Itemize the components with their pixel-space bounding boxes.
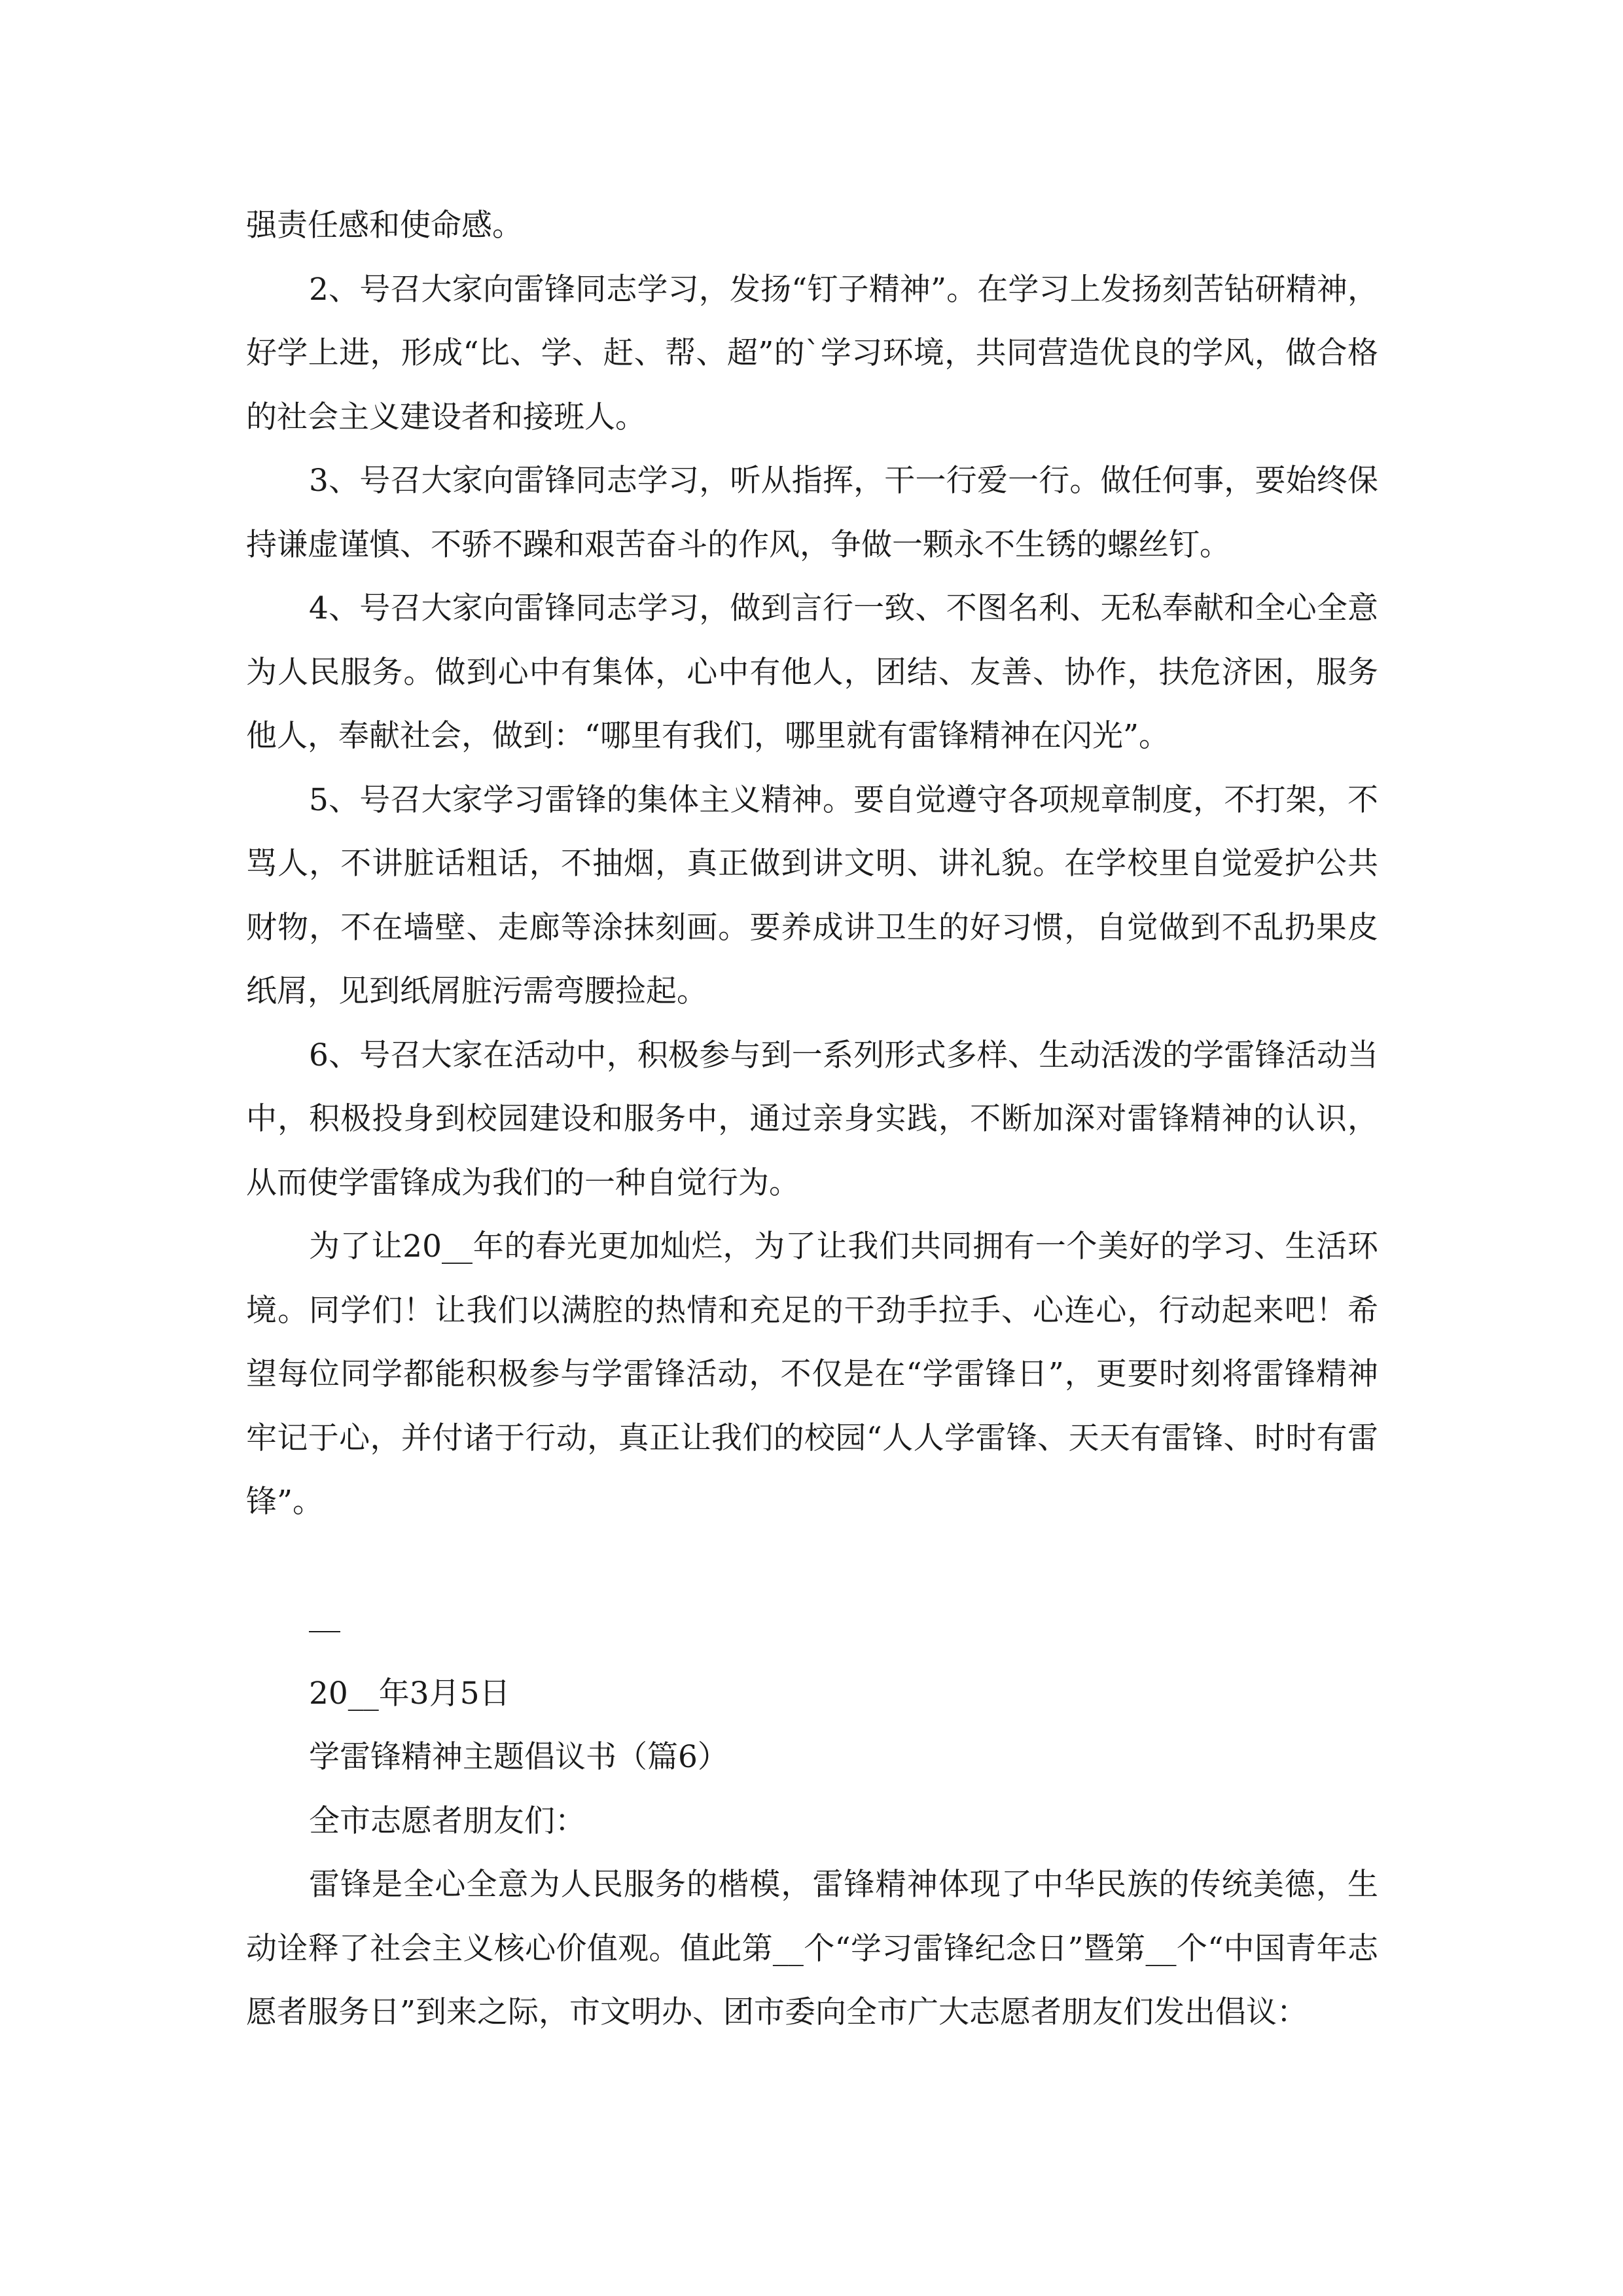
continuation-paragraph: 强责任感和使命感。: [246, 207, 523, 243]
item-paragraph-5: 5、号召大家学习雷锋的集体主义精神。要自觉遵守各项规章制度，不打架，不骂人，不讲脏话粗话，不抽烟，真正做到讲文明、讲礼貌。在学校里自觉爱护公共财物，不在墙壁、走廊等涂抹刻画。要养成讲卫生的好习惯，自觉做到不乱扔果皮纸屑，见到纸屑脏污需弯腰捡起。: [246, 781, 1378, 1009]
item-paragraph-3: 3、号召大家向雷锋同志学习，听从指挥，干一行爱一行。做任何事，要始终保持谦虚谨慎、不骄不躁和艰苦奋斗的作风，争做一颗永不生锈的螺丝钉。: [246, 463, 1378, 563]
closing-paragraph: 为了让20__年的春光更加灿烂，为了让我们共同拥有一个美好的学习、生活环境。同学们！让我们以满腔的热情和充足的干劲手拉手、心连心，行动起来吧！希望每位同学都能积极参与学雷锋活动，不仅是在“学雷锋日”，更要时刻将雷锋精神牢记于心，并付诸于行动，真正让我们的校园“人人学雷锋、天天有雷锋、时时有雷锋”。: [246, 1229, 1378, 1520]
salutation: 全市志愿者朋友们：: [309, 1803, 586, 1839]
item-paragraph-2: 2、号召大家向雷锋同志学习，发扬“钉子精神”。在学习上发扬刻苦钻研精神，好学上进，形成“比、学、赶、帮、超”的`学习环境，共同营造优良的学风，做合格的社会主义建设者和接班人。: [246, 271, 1378, 435]
date-line: 20__年3月5日: [309, 1675, 510, 1712]
signature-blank-mark: [309, 1631, 340, 1632]
item-paragraph-4: 4、号召大家向雷锋同志学习，做到言行一致、不图名利、无私奉献和全心全意为人民服务。做到心中有集体，心中有他人，团结、友善、协作，扶危济困，服务他人，奉献社会，做到：“哪里有我们，哪里就有雷锋精神在闪光”。: [246, 590, 1378, 754]
signature-line: [246, 1598, 1378, 1662]
blank-line: [246, 1534, 1378, 1598]
item-paragraph-6: 6、号召大家在活动中，积极参与到一系列形式多样、生动活泼的学雷锋活动当中，积极投身到校园建设和服务中，通过亲身实践，不断加深对雷锋精神的认识，从而使学雷锋成为我们的一种自觉行为。: [246, 1037, 1378, 1201]
next-article-paragraph: 雷锋是全心全意为人民服务的楷模，雷锋精神体现了中华民族的传统美德，生动诠释了社会主义核心价值观。值此第__个“学习雷锋纪念日”暨第__个“中国青年志愿者服务日”到来之际，市文明办、团市委向全市广大志愿者朋友们发出倡议：: [246, 1867, 1378, 2030]
document-body: [246, 194, 1378, 2045]
next-article-title: 学雷锋精神主题倡议书（篇6）: [309, 1739, 728, 1775]
